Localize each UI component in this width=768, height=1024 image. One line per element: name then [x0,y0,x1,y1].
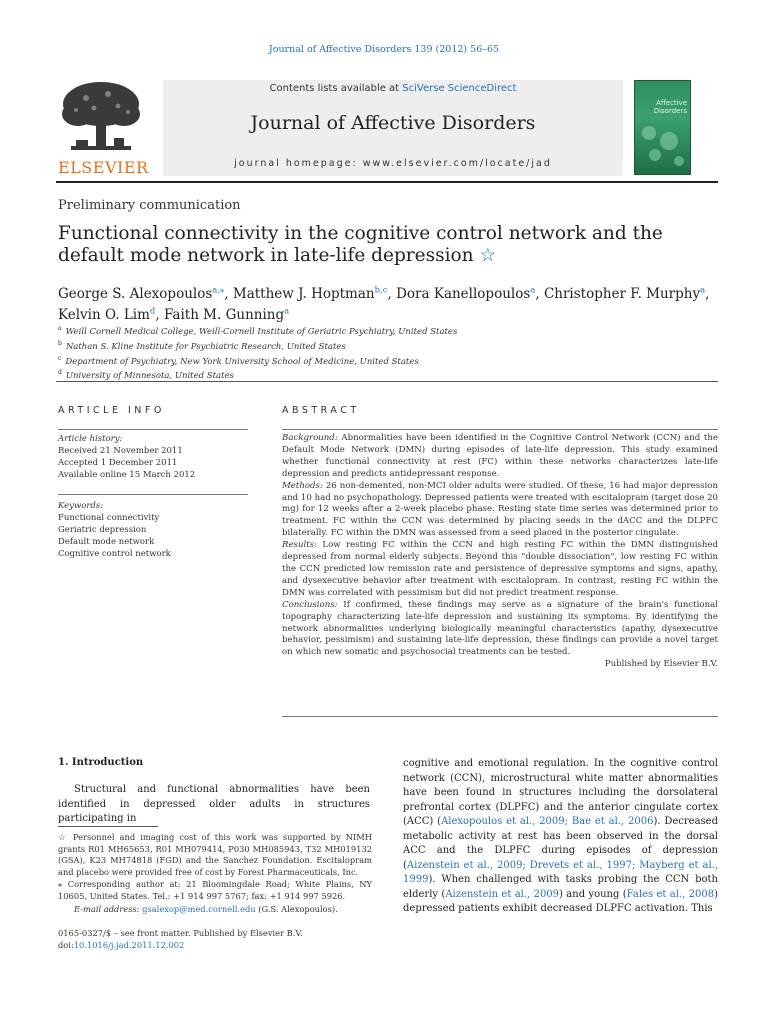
author-2 [396,286,544,302]
author-name: Dora Kanellopoulos [396,285,531,302]
citation-link[interactable]: Aizenstein et al., 2009; Drevets et al., 1997; Mayberg et al., 1999 [403,859,718,885]
journal-homepage[interactable]: journal homepage: www.elsevier.com/locate/jad [234,158,552,169]
journal-citation[interactable]: Journal of Affective Disorders 139 (2012) 56–65 [268,44,500,55]
footnote-star-icon: ☆ [58,832,68,842]
author-separator: , [224,285,233,302]
abstract-methods [282,481,718,541]
contents-prefix: Contents lists available at [269,83,403,94]
abstract-text: Low resting FC within the CCN and high resting FC within the DMN distinguished depressed from normal elderly subjects. Beyond this "double dissociation", low resting FC within the CCN predicted low remission rate and persistence of depressive symptoms and signs, apathy, and dysexecutive behavior after treatment with escitalopram. In contrast, resting FC within the DMN was correlated with pessimism but did not predict treatment response. [282,540,718,598]
affiliation-item [58,338,718,353]
keyword-item: Geriatric depression [58,525,147,535]
author-0 [58,286,233,302]
article-info-heading: ARTICLE INFO [58,405,165,416]
author-affil-marker[interactable]: a [700,285,706,295]
section-rule [56,381,718,382]
abstract-background [282,433,718,481]
intro-text: ). When challenged with tasks probing the CCN both elderly ( [403,874,718,900]
issn-line: 0165-0327/$ – see front matter. Published by Elsevier B.V. [58,928,303,938]
article-title-text: Functional connectivity in the cognitive control network and the default mode network in late-life depression [58,223,663,266]
email-link[interactable]: gsalexop@med.cornell.edu [142,903,256,914]
author-name: Christopher F. Murphy [543,285,701,302]
doi-label: doi: [58,939,74,950]
doi-link[interactable]: 10.1016/j.jad.2011.12.002 [73,939,185,950]
journal-cover-thumbnail-icon [634,80,691,175]
keywords-label: Keywords: [58,501,104,511]
funding-footnote [58,832,372,878]
article-history [58,433,258,481]
affiliation-text: Department of Psychiatry, New York University School of Medicine, United States [65,356,419,367]
affiliation-text: Weill Cornell Medical College, Weill-Cornell Institute of Geriatric Psychiatry, United States [65,326,458,337]
author-separator: , [535,285,544,302]
received-date: Received 21 November 2011 [58,446,183,456]
citation-link[interactable]: Aizenstein et al., 2009 [445,888,560,900]
cover-title: Affective Disorders [653,99,687,115]
corresponding-text: Corresponding author at: 21 Bloomingdale Road; White Plains, NY 10605, United States. Tel.: +1 914 997 5767; fax: +1 914 997 5926. [58,879,372,901]
abstract-text: 26 non-demented, non-MCI older adults were studied. Of these, 16 had major depression and 10 had no psychopathology. Depressed patients were treated with escitalopram (target dose 20 mg) for 12 weeks after a 2-week placebo phase. Resting state time series was determined prior to treatment. FC within the CCN was determined by placing seeds in the dACC and the DLPFC bilaterally. FC within the DMN was assessed from a seed placed in the posterior cingulate. [282,480,718,539]
author-name: Matthew J. Hoptman [232,285,375,302]
affiliation-letter: c [58,354,62,362]
abstract-label: Conclusions: [282,599,338,610]
abstract-rule [282,429,718,430]
published-by: Published by Elsevier B.V. [604,659,718,670]
article-type: Preliminary communication [58,198,241,213]
article-info-rule [58,429,248,430]
author-name: Kelvin O. Lim [58,307,150,323]
keyword-item: Cognitive control network [58,549,171,559]
section-heading-introduction: 1. Introduction [58,757,144,768]
intro-paragraph-right [403,757,718,917]
affiliation-letter: a [58,325,62,332]
keyword-item: Functional connectivity [58,513,160,523]
footnote-asterisk-icon: ⁎ [58,879,63,890]
keywords-rule [58,494,248,495]
article-identifiers [58,928,372,951]
abstract-text: Abnormalities have been identified in the Cognitive Control Network (CCN) and the Default Mode Network (DMN) during episodes of late-life depression. This study examined whether functional connectivity at rest (FC) within these networks characterizes late-life depression and predicts antidepressant response. [282,433,718,479]
email-label: E-mail address: [74,903,140,914]
affiliation-text: University of Minnesota, United States [65,371,234,382]
author-name: George S. Alexopoulos [58,285,213,302]
corresponding-footnote [58,879,372,902]
keywords [58,500,258,560]
keyword-item: Default mode network [58,537,155,547]
affiliation-item [58,323,718,338]
author-separator: , [387,285,397,302]
affiliation-letter: b [58,339,62,347]
author-list [58,281,718,324]
author-3 [544,286,710,302]
intro-text: ) depressed patients exhibit decreased DLPFC activation. This [403,888,718,914]
intro-paragraph-left: Structural and functional abnormalities have been identified in depressed older adults in structures participating in [58,784,370,824]
author-affil-marker[interactable]: a,⁎ [212,285,225,295]
citation-link[interactable]: Alexopoulos et al., 2009; Bae et al., 2006 [441,816,654,827]
online-date: Available online 15 March 2012 [58,470,196,480]
author-1 [233,286,396,302]
abstract-body [282,433,718,671]
author-separator: , [705,285,710,302]
funding-text: Personnel and imaging cost of this work was supported by NIMH grants R01 MH65653, R01 MH079414, P030 MH085943, T32 MH019132 (GSA), K23 MH74818 (FGD) and the Sanchez Foundation. Escitalopram and placebo were provided free of cost by Forest Pharmaceuticals, Inc. [58,832,372,877]
author-affil-marker[interactable]: b,c [374,285,388,295]
author-affil-marker[interactable]: d [149,306,156,317]
doi-line [58,940,372,952]
abstract-end-rule [282,716,718,717]
elsevier-wordmark: ELSEVIER [58,158,149,177]
email-footnote [58,904,372,916]
affiliation-item [58,353,718,368]
footnotes [58,832,372,916]
abstract-conclusions [282,600,718,660]
affiliation-letter: d [58,369,62,377]
accepted-date: Accepted 1 December 2011 [58,458,178,468]
abstract-heading: ABSTRACT [282,405,360,416]
masthead-rule [56,181,718,183]
abstract-label: Results: [282,540,318,551]
author-affil-marker[interactable]: a [284,306,290,317]
title-footnote-star-icon[interactable]: ☆ [479,245,497,266]
email-suffix: (G.S. Alexopoulos). [255,903,338,914]
abstract-label: Methods: [282,480,323,491]
affiliations [58,323,718,382]
history-label: Article history: [58,434,123,444]
citation-link[interactable]: Fales et al., 2008 [626,888,715,900]
abstract-results [282,540,718,600]
intro-text: ). Decreased metabolic activity at rest has been observed in the dorsal ACC and the DLPFC during episodes of depression ( [403,816,718,871]
affiliation-text: Nathan S. Kline Institute for Psychiatric Research, United States [65,341,346,352]
author-5 [164,307,289,323]
footnote-rule [58,826,158,827]
abstract-text: If confirmed, these findings may serve as a signature of the brain's functional topography characterizing late-life depression and sustaining its symptoms. By identifying the network abnormalities underlying biologically meaningful characteristics (apathy, dysexecutive behavior, pessimism) and sustaining late-life depression, these findings can provide a novel target on which new somatic and psychosocial treatments can be tested. [282,599,718,658]
sciencedirect-link[interactable]: SciVerse ScienceDirect [402,83,517,94]
author-affil-marker[interactable]: a [530,285,536,295]
author-separator: , [155,307,164,323]
author-name: Faith M. Gunning [163,307,285,323]
abstract-label: Background: [282,433,338,443]
author-4 [58,307,164,323]
intro-text: ) and young ( [559,888,627,900]
intro-text: cognitive and emotional regulation. In the cognitive control network (CCN), microstructural white matter abnormalities have been found in structures including the dorsolateral prefrontal cortex (DLPFC) and the anterior cingulate cortex (ACC) ( [403,758,718,827]
article-title [58,223,718,267]
contents-line [163,83,623,94]
journal-title: Journal of Affective Disorders [250,112,536,134]
